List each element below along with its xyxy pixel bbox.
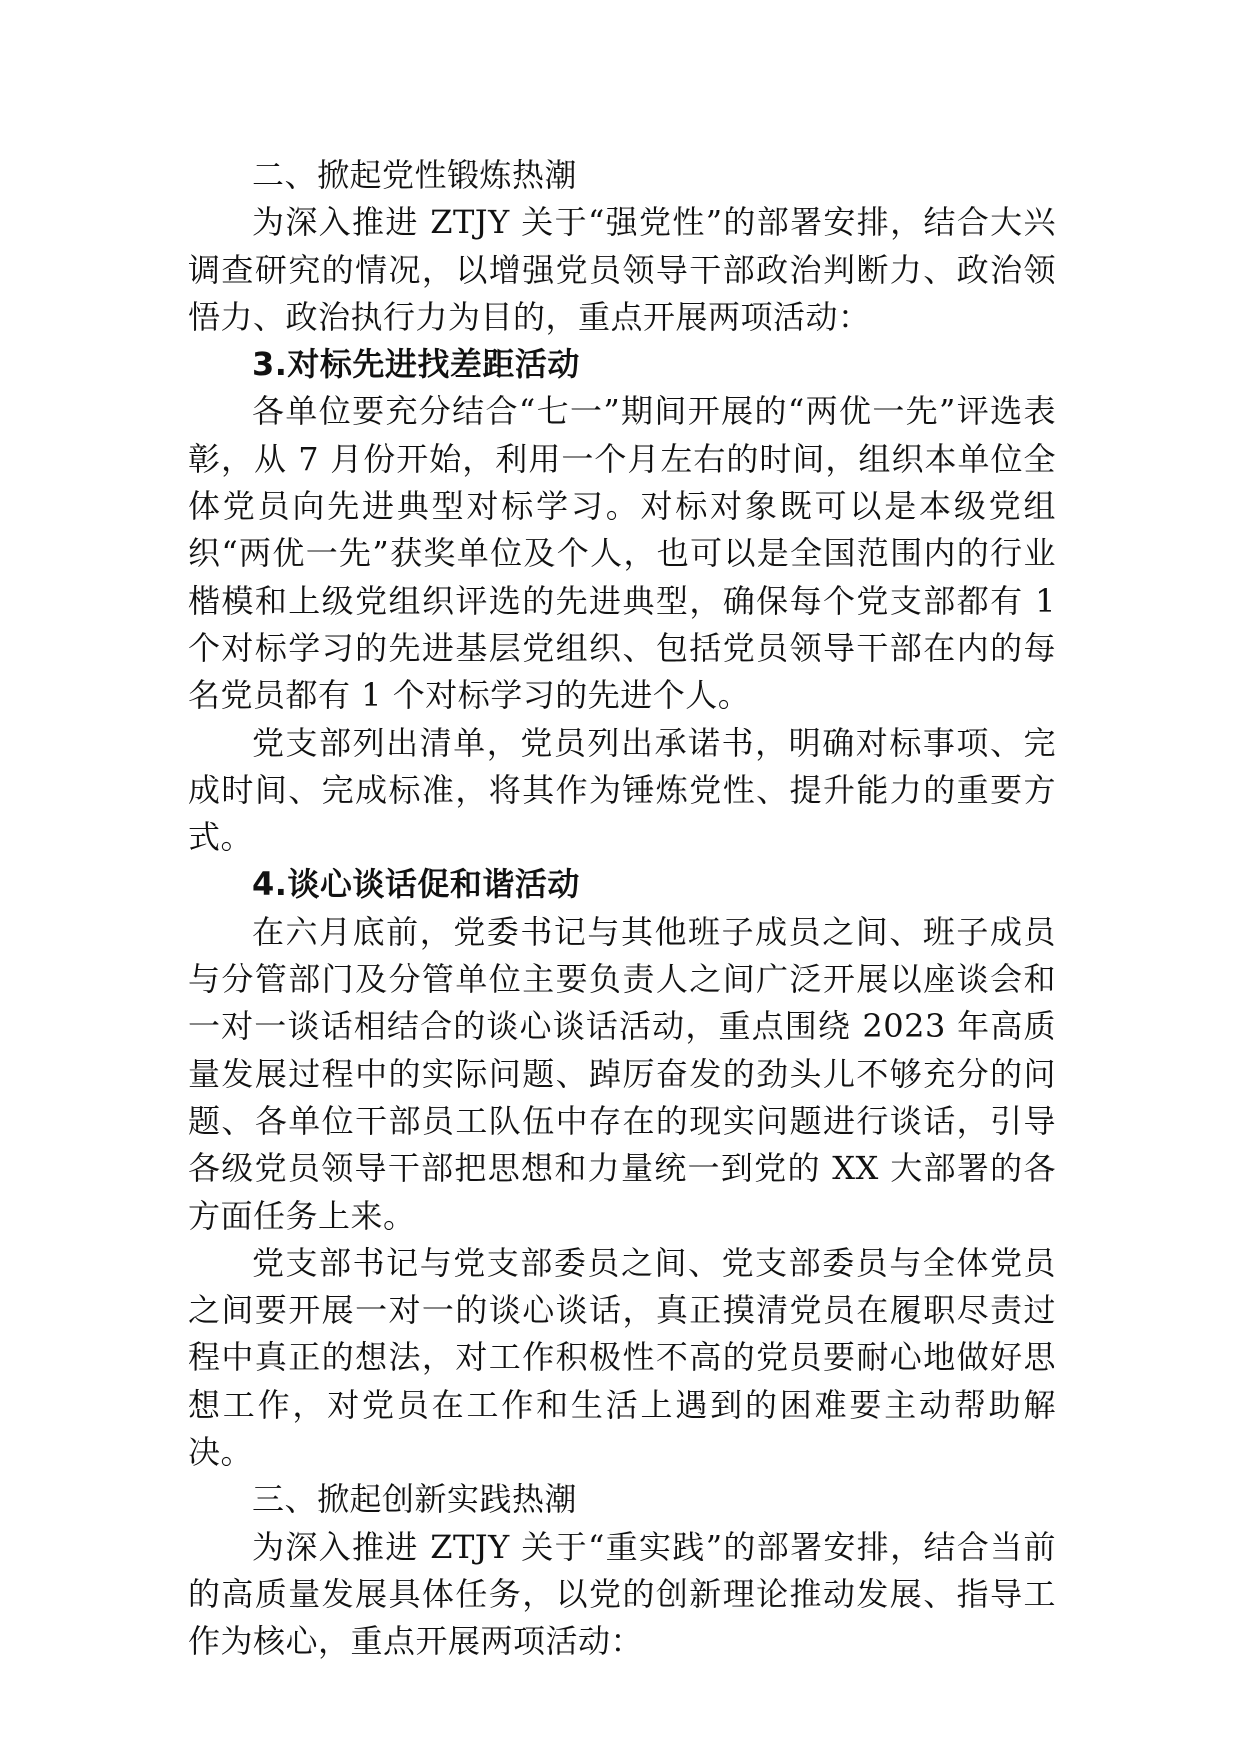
item-3-paragraph-1: 各单位要充分结合“七一”期间开展的“两优一先”评选表彰，从 7 月份开始，利用一个月左右的时间，组织本单位全体党员向先进典型对标学习。对标对象既可以是本级党组织“两优一先”获奖单位及个人，也可以是全国范围内的行业楷模和上级党组织评选的先进典型，确保每个党支部都有 1 个对标学习的先进基层党组织、包括党员领导干部在内的每名党员都有 1 个对标学习的先进个人。 [188,392,1056,715]
section-heading-2: 二、掀起党性锻炼热潮 [252,156,578,194]
section-heading-3: 三、掀起创新实践热潮 [252,1480,578,1519]
section-2-intro: 为深入推进 ZTJY 关于“强党性”的部署安排，结合大兴调查研究的情况，以增强党员领导干部政治判断力、政治领悟力、政治执行力为目的，重点开展两项活动： [188,203,1056,336]
item-4-paragraph-1: 在六月底前，党委书记与其他班子成员之间、班子成员与分管部门及分管单位主要负责人之间广泛开展以座谈会和一对一谈话相结合的谈心谈话活动，重点围绕 2023 年高质量发展过程中的实际问题、踔厉奋发的劲头儿不够充分的问题、各单位干部员工队伍中存在的现实问题进行谈话，引导各级党员领导干部把思想和力量统一到党的 XX 大部署的各方面任务上来。 [188,912,1056,1235]
document-page [188,152,1056,1666]
item-3-paragraph-2: 党支部列出清单，党员列出承诺书，明确对标事项、完成时间、完成标准，将其作为锤炼党性、提升能力的重要方式。 [188,723,1056,857]
item-4-paragraph-2: 党支部书记与党支部委员之间、党支部委员与全体党员之间要开展一对一的谈心谈话，真正摸清党员在履职尽责过程中真正的想法，对工作积极性不高的党员要耐心地做好思想工作，对党员在工作和生活上遇到的困难要主动帮助解决。 [188,1243,1056,1472]
item-heading-4: 4.谈心谈话促和谐活动 [252,865,580,904]
item-heading-3: 3.对标先进找差距活动 [252,345,580,384]
section-3-intro: 为深入推进 ZTJY 关于“重实践”的部署安排，结合当前的高质量发展具体任务，以党的创新理论推动发展、指导工作为核心，重点开展两项活动： [188,1527,1056,1661]
